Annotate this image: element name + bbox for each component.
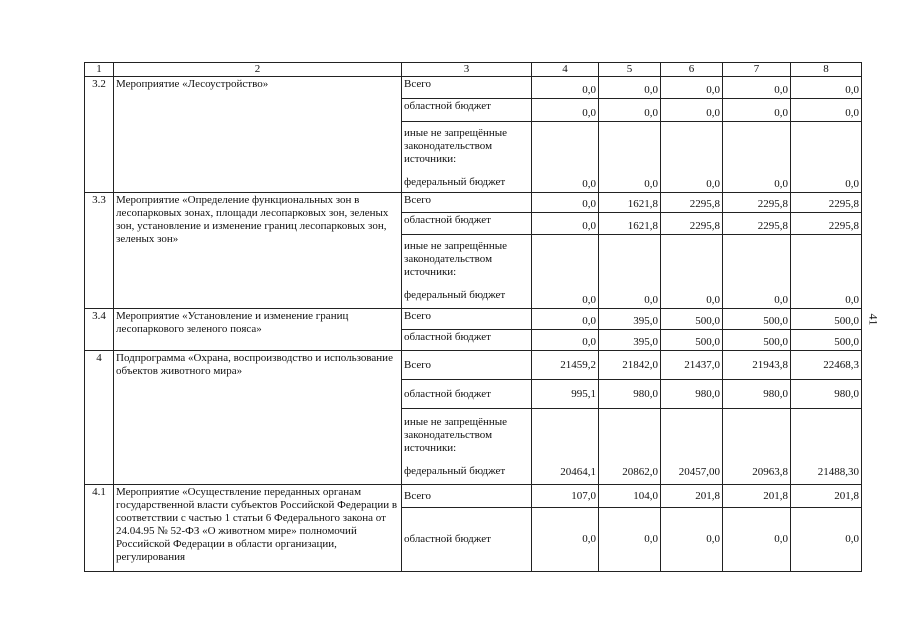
value-cell: 0,0 xyxy=(599,77,661,99)
value-cell: 0,0 xyxy=(791,99,862,122)
value-cell: 0,0 xyxy=(532,77,599,99)
value-cell: 20862,0 xyxy=(599,409,661,485)
item-name: Мероприятие «Осуществление переданных органам государственной власти субъектов Российской Федерации в соответствии с частью 1 статьи 6 Федерального закона от 24.04.95 № 52-ФЗ «О животном мире» полномочий Российской Федерации в области организации, регулирования xyxy=(114,485,402,572)
source-label: Всего xyxy=(402,351,532,380)
value-cell: 0,0 xyxy=(661,77,723,99)
source-label: Всего xyxy=(402,485,532,508)
source-label: Всего xyxy=(402,309,532,330)
value-cell: 500,0 xyxy=(791,309,862,330)
value-cell: 20963,8 xyxy=(723,409,791,485)
value-cell: 201,8 xyxy=(661,485,723,508)
value-cell: 0,0 xyxy=(723,508,791,572)
value-cell: 0,0 xyxy=(661,508,723,572)
value-cell: 500,0 xyxy=(723,330,791,351)
column-header: 6 xyxy=(661,63,723,77)
value-cell: 980,0 xyxy=(723,380,791,409)
source-label: Всего xyxy=(402,77,532,99)
value-cell: 395,0 xyxy=(599,330,661,351)
value-cell: 0,0 xyxy=(599,508,661,572)
value-cell: 0,0 xyxy=(723,77,791,99)
column-number-row xyxy=(85,63,862,77)
item-name: Мероприятие «Установление и изменение границ лесопаркового зеленого пояса» xyxy=(114,309,402,351)
value-cell: 20464,1 xyxy=(532,409,599,485)
value-cell: 1621,8 xyxy=(599,213,661,235)
value-cell: 995,1 xyxy=(532,380,599,409)
source-label: областной бюджет xyxy=(402,380,532,409)
value-cell: 0,0 xyxy=(791,77,862,99)
federal-budget-label: федеральный бюджет xyxy=(404,289,506,301)
value-cell: 2295,8 xyxy=(723,193,791,213)
item-code: 4.1 xyxy=(85,485,114,572)
value-cell: 2295,8 xyxy=(791,193,862,213)
column-header: 8 xyxy=(791,63,862,77)
value-cell: 980,0 xyxy=(661,380,723,409)
value-cell: 0,0 xyxy=(532,330,599,351)
value-cell: 0,0 xyxy=(723,235,791,309)
value-cell: 0,0 xyxy=(532,213,599,235)
item-code: 3.3 xyxy=(85,193,114,309)
value-cell: 21437,0 xyxy=(661,351,723,380)
budget-table xyxy=(84,62,862,572)
table-row xyxy=(85,77,862,99)
item-code: 3.4 xyxy=(85,309,114,351)
value-cell: 2295,8 xyxy=(661,193,723,213)
item-name: Подпрограмма «Охрана, воспроизводство и использование объектов животного мира» xyxy=(114,351,402,485)
value-cell: 500,0 xyxy=(723,309,791,330)
value-cell: 104,0 xyxy=(599,485,661,508)
value-cell: 0,0 xyxy=(791,508,862,572)
table-row xyxy=(85,309,862,330)
value-cell: 980,0 xyxy=(599,380,661,409)
value-cell: 0,0 xyxy=(599,99,661,122)
value-cell: 500,0 xyxy=(661,309,723,330)
source-label: областной бюджет xyxy=(402,330,532,351)
value-cell: 201,8 xyxy=(723,485,791,508)
value-cell: 395,0 xyxy=(599,309,661,330)
federal-budget-label: федеральный бюджет xyxy=(404,465,506,477)
value-cell: 0,0 xyxy=(532,235,599,309)
item-code: 3.2 xyxy=(85,77,114,193)
value-cell: 2295,8 xyxy=(661,213,723,235)
value-cell: 0,0 xyxy=(723,122,791,193)
column-header: 4 xyxy=(532,63,599,77)
column-header: 3 xyxy=(402,63,532,77)
value-cell: 500,0 xyxy=(791,330,862,351)
value-cell: 0,0 xyxy=(532,309,599,330)
value-cell: 107,0 xyxy=(532,485,599,508)
value-cell: 0,0 xyxy=(723,99,791,122)
item-name: Мероприятие «Лесоустройство» xyxy=(114,77,402,193)
column-header: 7 xyxy=(723,63,791,77)
value-cell: 0,0 xyxy=(661,122,723,193)
source-label: областной бюджет xyxy=(402,508,532,572)
source-label: областной бюджет xyxy=(402,213,532,235)
source-label xyxy=(402,235,532,309)
value-cell: 0,0 xyxy=(532,193,599,213)
value-cell: 201,8 xyxy=(791,485,862,508)
column-header: 2 xyxy=(114,63,402,77)
value-cell: 500,0 xyxy=(661,330,723,351)
item-name: Мероприятие «Определение функциональных зон в лесопарковых зонах, площади лесопарковых зон, зеленых зон, установление и изменение границ лесопарковых зон, зеленых зон» xyxy=(114,193,402,309)
value-cell: 0,0 xyxy=(791,235,862,309)
value-cell: 0,0 xyxy=(532,99,599,122)
source-label xyxy=(402,122,532,193)
federal-budget-label: федеральный бюджет xyxy=(404,176,506,188)
item-code: 4 xyxy=(85,351,114,485)
source-label: Всего xyxy=(402,193,532,213)
other-sources-label: иные не запрещённые законодательством источники: xyxy=(404,416,508,454)
table-row xyxy=(85,485,862,508)
other-sources-label: иные не запрещённые законодательством источники: xyxy=(404,240,508,278)
value-cell: 0,0 xyxy=(661,99,723,122)
source-label: областной бюджет xyxy=(402,99,532,122)
value-cell: 21943,8 xyxy=(723,351,791,380)
table-row xyxy=(85,193,862,213)
value-cell: 2295,8 xyxy=(791,213,862,235)
value-cell: 0,0 xyxy=(599,235,661,309)
table-row xyxy=(85,351,862,380)
value-cell: 21488,30 xyxy=(791,409,862,485)
value-cell: 980,0 xyxy=(791,380,862,409)
value-cell: 21842,0 xyxy=(599,351,661,380)
source-label xyxy=(402,409,532,485)
value-cell: 22468,3 xyxy=(791,351,862,380)
page-number: 41 xyxy=(866,313,881,326)
column-header: 5 xyxy=(599,63,661,77)
value-cell: 0,0 xyxy=(532,122,599,193)
value-cell: 21459,2 xyxy=(532,351,599,380)
column-header: 1 xyxy=(85,63,114,77)
value-cell: 1621,8 xyxy=(599,193,661,213)
value-cell: 0,0 xyxy=(599,122,661,193)
value-cell: 20457,00 xyxy=(661,409,723,485)
other-sources-label: иные не запрещённые законодательством источники: xyxy=(404,127,508,165)
value-cell: 0,0 xyxy=(791,122,862,193)
value-cell: 0,0 xyxy=(661,235,723,309)
value-cell: 2295,8 xyxy=(723,213,791,235)
value-cell: 0,0 xyxy=(532,508,599,572)
